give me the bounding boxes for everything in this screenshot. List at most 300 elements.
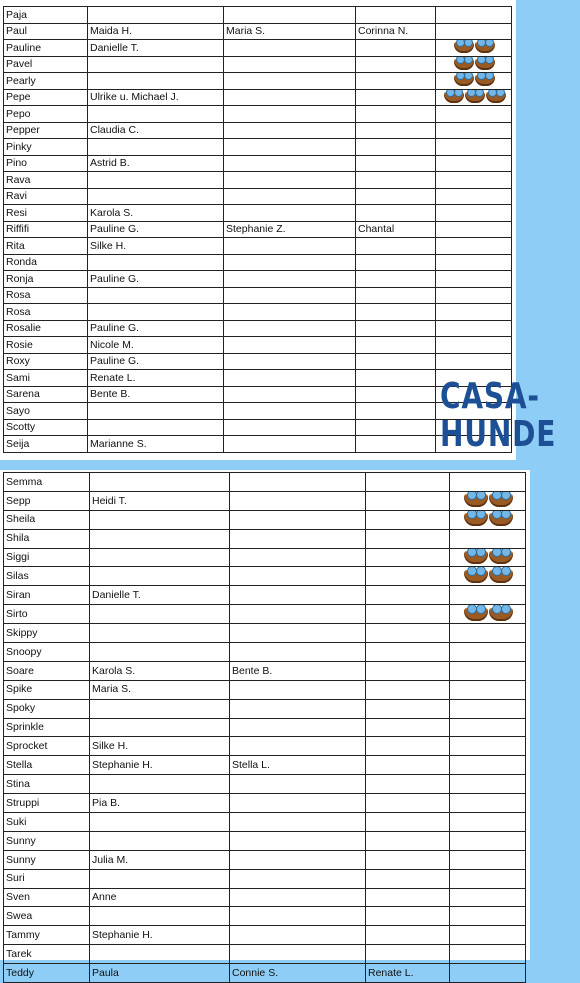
table-row bbox=[4, 756, 526, 775]
sponsor-2-cell bbox=[224, 238, 356, 255]
sponsor-1-cell: Maida H. bbox=[88, 23, 224, 40]
sponsor-1-cell: Silke H. bbox=[90, 737, 230, 756]
sponsor-2-cell bbox=[230, 586, 366, 605]
nest-group bbox=[438, 92, 511, 103]
sponsor-2-cell bbox=[230, 945, 366, 964]
sponsor-2-cell bbox=[224, 106, 356, 123]
nest-cell bbox=[450, 510, 526, 529]
sponsor-table-top bbox=[3, 6, 512, 453]
dog-name-cell: Sheila bbox=[4, 510, 90, 529]
dog-name-cell: Stina bbox=[4, 775, 90, 794]
nest-cell bbox=[436, 106, 512, 123]
nest-cell bbox=[436, 23, 512, 40]
nest-cell bbox=[450, 473, 526, 492]
nest-cell bbox=[436, 205, 512, 222]
nest-group bbox=[452, 551, 525, 564]
sponsor-2-cell bbox=[224, 386, 356, 403]
sponsor-1-cell: Maria S. bbox=[90, 680, 230, 699]
dog-name-cell: Pino bbox=[4, 155, 88, 172]
sponsor-1-cell bbox=[90, 548, 230, 567]
sponsor-3-cell bbox=[366, 491, 450, 510]
nest-icon bbox=[489, 551, 513, 564]
sponsor-2-cell bbox=[230, 926, 366, 945]
sponsor-3-cell bbox=[356, 155, 436, 172]
nest-cell bbox=[436, 155, 512, 172]
sponsor-1-cell bbox=[90, 869, 230, 888]
dog-name-cell: Siggi bbox=[4, 548, 90, 567]
sponsor-2-cell: Maria S. bbox=[224, 23, 356, 40]
dog-name-cell: Sven bbox=[4, 888, 90, 907]
table-row bbox=[4, 23, 512, 40]
nest-cell bbox=[436, 337, 512, 354]
sponsor-2-cell bbox=[230, 813, 366, 832]
sponsor-2-cell bbox=[230, 624, 366, 643]
sponsor-2-cell bbox=[230, 888, 366, 907]
table-row bbox=[4, 737, 526, 756]
sponsor-1-cell bbox=[88, 403, 224, 420]
sponsor-1-cell: Paula bbox=[90, 964, 230, 983]
casa-hunde-logo bbox=[440, 376, 557, 455]
dog-name-cell: Pepo bbox=[4, 106, 88, 123]
sponsor-1-cell bbox=[90, 643, 230, 662]
table-row bbox=[4, 945, 526, 964]
sponsor-2-cell bbox=[224, 172, 356, 189]
nest-cell bbox=[436, 56, 512, 73]
sponsor-1-cell: Pauline G. bbox=[88, 271, 224, 288]
dog-name-cell: Suki bbox=[4, 813, 90, 832]
sponsor-2-cell bbox=[230, 473, 366, 492]
table-row bbox=[4, 370, 512, 387]
sponsor-3-cell bbox=[356, 271, 436, 288]
sponsor-2-cell bbox=[230, 680, 366, 699]
nest-cell bbox=[436, 122, 512, 139]
table-row bbox=[4, 529, 526, 548]
dog-name-cell: Ravi bbox=[4, 188, 88, 205]
nest-cell bbox=[450, 794, 526, 813]
dog-name-cell: Ronja bbox=[4, 271, 88, 288]
dog-name-cell: Soare bbox=[4, 661, 90, 680]
table-row bbox=[4, 139, 512, 156]
sponsor-2-cell bbox=[224, 7, 356, 24]
sponsor-3-cell bbox=[356, 172, 436, 189]
sponsor-3-cell bbox=[356, 56, 436, 73]
table-row bbox=[4, 907, 526, 926]
nest-icon bbox=[489, 513, 513, 526]
dog-name-cell: Pepe bbox=[4, 89, 88, 106]
sponsor-1-cell: Karola S. bbox=[88, 205, 224, 222]
sponsor-1-cell bbox=[90, 775, 230, 794]
dog-name-cell: Teddy bbox=[4, 964, 90, 983]
table-row bbox=[4, 56, 512, 73]
sponsor-1-cell bbox=[90, 529, 230, 548]
sponsor-1-cell bbox=[88, 73, 224, 90]
nest-cell bbox=[436, 221, 512, 238]
nest-cell bbox=[450, 699, 526, 718]
logo-line-1: CASA- bbox=[440, 376, 540, 417]
sponsor-1-cell: Heidi T. bbox=[90, 491, 230, 510]
sponsor-3-cell bbox=[366, 567, 450, 586]
dog-name-cell: Suri bbox=[4, 869, 90, 888]
nest-icon bbox=[454, 59, 474, 70]
sponsor-1-cell bbox=[90, 945, 230, 964]
dog-name-cell: Pinky bbox=[4, 139, 88, 156]
sponsor-3-cell bbox=[366, 473, 450, 492]
nest-cell bbox=[450, 605, 526, 624]
sponsor-2-cell bbox=[224, 271, 356, 288]
table-row bbox=[4, 172, 512, 189]
nest-icon bbox=[464, 551, 488, 564]
sponsor-2-cell: Bente B. bbox=[230, 661, 366, 680]
sponsor-3-cell bbox=[366, 718, 450, 737]
table-row bbox=[4, 567, 526, 586]
nest-cell bbox=[436, 238, 512, 255]
nest-group bbox=[452, 513, 525, 526]
sponsor-2-cell bbox=[230, 831, 366, 850]
dog-name-cell: Riffifi bbox=[4, 221, 88, 238]
sponsor-3-cell bbox=[366, 529, 450, 548]
dog-name-cell: Semma bbox=[4, 473, 90, 492]
sponsor-3-cell bbox=[356, 122, 436, 139]
table-row bbox=[4, 869, 526, 888]
nest-cell bbox=[450, 567, 526, 586]
table-row bbox=[4, 122, 512, 139]
sponsor-1-cell: Pia B. bbox=[90, 794, 230, 813]
nest-cell bbox=[436, 271, 512, 288]
table-row bbox=[4, 205, 512, 222]
nest-icon bbox=[464, 513, 488, 526]
nest-icon bbox=[489, 570, 513, 583]
dog-name-cell: Rita bbox=[4, 238, 88, 255]
sponsor-3-cell: Corinna N. bbox=[356, 23, 436, 40]
sponsor-1-cell bbox=[88, 304, 224, 321]
sponsor-1-cell bbox=[88, 56, 224, 73]
nest-icon bbox=[475, 59, 495, 70]
sponsor-2-cell bbox=[224, 353, 356, 370]
nest-cell bbox=[436, 304, 512, 321]
nest-cell bbox=[450, 831, 526, 850]
nest-cell bbox=[450, 926, 526, 945]
sponsor-1-cell bbox=[90, 473, 230, 492]
dog-name-cell: Sprocket bbox=[4, 737, 90, 756]
sponsor-3-cell bbox=[356, 73, 436, 90]
dog-name-cell: Rosa bbox=[4, 304, 88, 321]
nest-icon bbox=[464, 608, 488, 621]
sponsor-1-cell bbox=[88, 7, 224, 24]
sponsor-1-cell: Nicole M. bbox=[88, 337, 224, 354]
nest-group bbox=[438, 59, 511, 70]
nest-cell bbox=[450, 624, 526, 643]
nest-cell bbox=[450, 964, 526, 983]
table-row bbox=[4, 320, 512, 337]
sponsor-1-cell: Ulrike u. Michael J. bbox=[88, 89, 224, 106]
dog-name-cell: Rosalie bbox=[4, 320, 88, 337]
dog-name-cell: Pauline bbox=[4, 40, 88, 57]
nest-cell bbox=[450, 850, 526, 869]
table-row bbox=[4, 419, 512, 436]
sponsor-2-cell bbox=[224, 254, 356, 271]
dog-name-cell: Swea bbox=[4, 907, 90, 926]
sponsor-1-cell: Bente B. bbox=[88, 386, 224, 403]
table-row bbox=[4, 775, 526, 794]
dog-name-cell: Spoky bbox=[4, 699, 90, 718]
table-row bbox=[4, 624, 526, 643]
table-row bbox=[4, 605, 526, 624]
dog-name-cell: Sprinkle bbox=[4, 718, 90, 737]
dog-name-cell: Pavel bbox=[4, 56, 88, 73]
table-row bbox=[4, 188, 512, 205]
dog-name-cell: Sayo bbox=[4, 403, 88, 420]
sponsor-3-cell bbox=[356, 287, 436, 304]
dog-name-cell: Skippy bbox=[4, 624, 90, 643]
nest-cell bbox=[450, 529, 526, 548]
sponsor-table-bottom bbox=[3, 472, 526, 983]
dog-name-cell: Scotty bbox=[4, 419, 88, 436]
sponsor-3-cell bbox=[356, 139, 436, 156]
sponsor-1-cell: Danielle T. bbox=[88, 40, 224, 57]
nest-group bbox=[452, 570, 525, 583]
nest-group bbox=[452, 494, 525, 507]
sponsor-1-cell bbox=[88, 419, 224, 436]
sponsor-1-cell bbox=[88, 172, 224, 189]
sponsor-3-cell bbox=[366, 813, 450, 832]
dog-name-cell: Siran bbox=[4, 586, 90, 605]
table-row bbox=[4, 850, 526, 869]
nest-cell bbox=[436, 139, 512, 156]
table-row bbox=[4, 386, 512, 403]
sponsor-3-cell bbox=[366, 548, 450, 567]
nest-cell bbox=[436, 172, 512, 189]
sponsor-1-cell: Marianne S. bbox=[88, 436, 224, 453]
sponsor-2-cell bbox=[224, 40, 356, 57]
sponsor-1-cell bbox=[90, 907, 230, 926]
nest-cell bbox=[450, 491, 526, 510]
sponsor-2-cell bbox=[230, 850, 366, 869]
nest-cell bbox=[450, 548, 526, 567]
nest-cell bbox=[450, 718, 526, 737]
table-row bbox=[4, 586, 526, 605]
dog-name-cell: Roxy bbox=[4, 353, 88, 370]
nest-icon bbox=[475, 42, 495, 53]
sponsor-2-cell bbox=[224, 188, 356, 205]
dog-name-cell: Sunny bbox=[4, 850, 90, 869]
nest-cell bbox=[450, 756, 526, 775]
table-row bbox=[4, 699, 526, 718]
sponsor-2-cell bbox=[224, 337, 356, 354]
nest-cell bbox=[450, 737, 526, 756]
sponsor-2-cell bbox=[224, 205, 356, 222]
table-row bbox=[4, 718, 526, 737]
sponsor-3-cell bbox=[366, 831, 450, 850]
nest-icon bbox=[475, 75, 495, 86]
dog-name-cell: Rosie bbox=[4, 337, 88, 354]
sponsor-2-cell bbox=[224, 139, 356, 156]
dog-name-cell: Rava bbox=[4, 172, 88, 189]
table-row bbox=[4, 831, 526, 850]
nest-cell bbox=[436, 40, 512, 57]
sponsor-3-cell bbox=[356, 370, 436, 387]
table-row bbox=[4, 403, 512, 420]
table-row bbox=[4, 106, 512, 123]
dog-name-cell: Tammy bbox=[4, 926, 90, 945]
sponsor-3-cell bbox=[356, 205, 436, 222]
table-row bbox=[4, 643, 526, 662]
table-row bbox=[4, 221, 512, 238]
nest-cell bbox=[450, 907, 526, 926]
sponsor-3-cell bbox=[366, 945, 450, 964]
nest-icon bbox=[489, 494, 513, 507]
dog-name-cell: Silas bbox=[4, 567, 90, 586]
sponsor-1-cell bbox=[88, 139, 224, 156]
nest-cell bbox=[450, 813, 526, 832]
dog-name-cell: Sepp bbox=[4, 491, 90, 510]
sponsor-2-cell bbox=[230, 794, 366, 813]
table-row bbox=[4, 661, 526, 680]
dog-name-cell: Pearly bbox=[4, 73, 88, 90]
nest-icon bbox=[464, 570, 488, 583]
sponsor-1-cell bbox=[90, 624, 230, 643]
table-row bbox=[4, 337, 512, 354]
sponsor-2-cell bbox=[224, 304, 356, 321]
sponsor-2-cell bbox=[230, 605, 366, 624]
sponsor-2-cell: Connie S. bbox=[230, 964, 366, 983]
nest-icon bbox=[454, 42, 474, 53]
sponsor-3-cell bbox=[366, 850, 450, 869]
nest-icon bbox=[489, 608, 513, 621]
sponsor-3-cell bbox=[366, 586, 450, 605]
table-row bbox=[4, 548, 526, 567]
sponsor-2-cell bbox=[230, 699, 366, 718]
sponsor-3-cell bbox=[356, 320, 436, 337]
sponsor-1-cell: Julia M. bbox=[90, 850, 230, 869]
logo-line-2: HUNDE bbox=[440, 414, 557, 455]
table-row bbox=[4, 271, 512, 288]
sponsor-2-cell bbox=[224, 287, 356, 304]
dog-name-cell: Struppi bbox=[4, 794, 90, 813]
dog-name-cell: Seija bbox=[4, 436, 88, 453]
sponsor-3-cell bbox=[356, 304, 436, 321]
sponsor-2-cell: Stella L. bbox=[230, 756, 366, 775]
sponsor-2-cell bbox=[224, 320, 356, 337]
sponsor-2-cell bbox=[224, 419, 356, 436]
table-row bbox=[4, 794, 526, 813]
table-row bbox=[4, 436, 512, 453]
sponsor-3-cell bbox=[356, 353, 436, 370]
sponsor-1-cell bbox=[88, 254, 224, 271]
sponsor-2-cell: Stephanie Z. bbox=[224, 221, 356, 238]
table-row bbox=[4, 287, 512, 304]
sponsor-3-cell bbox=[356, 337, 436, 354]
table-row bbox=[4, 353, 512, 370]
sponsor-2-cell bbox=[230, 510, 366, 529]
sponsor-2-cell bbox=[230, 567, 366, 586]
sponsor-1-cell: Pauline G. bbox=[88, 221, 224, 238]
sponsor-3-cell bbox=[356, 89, 436, 106]
dog-name-cell: Sunny bbox=[4, 831, 90, 850]
sponsor-2-cell bbox=[230, 491, 366, 510]
nest-group bbox=[438, 75, 511, 86]
sponsor-1-cell: Anne bbox=[90, 888, 230, 907]
sponsor-1-cell bbox=[88, 287, 224, 304]
sponsor-3-cell bbox=[356, 436, 436, 453]
dog-name-cell: Stella bbox=[4, 756, 90, 775]
nest-cell bbox=[436, 353, 512, 370]
sponsor-3-cell bbox=[356, 254, 436, 271]
nest-icon bbox=[444, 92, 464, 103]
sponsor-3-cell: Chantal bbox=[356, 221, 436, 238]
sponsor-1-cell: Stephanie H. bbox=[90, 926, 230, 945]
sponsor-1-cell bbox=[90, 718, 230, 737]
nest-cell bbox=[436, 89, 512, 106]
dog-name-cell: Pepper bbox=[4, 122, 88, 139]
sponsor-3-cell bbox=[366, 661, 450, 680]
dog-name-cell: Snoopy bbox=[4, 643, 90, 662]
table-row bbox=[4, 155, 512, 172]
sponsor-3-cell bbox=[366, 737, 450, 756]
sponsor-3-cell bbox=[366, 926, 450, 945]
table-row bbox=[4, 89, 512, 106]
sponsor-2-cell bbox=[224, 73, 356, 90]
sponsor-3-cell bbox=[366, 794, 450, 813]
sponsor-3-cell bbox=[356, 7, 436, 24]
sponsor-1-cell bbox=[90, 605, 230, 624]
nest-cell bbox=[436, 254, 512, 271]
sponsor-2-cell bbox=[230, 775, 366, 794]
nest-icon bbox=[454, 75, 474, 86]
dog-name-cell: Tarek bbox=[4, 945, 90, 964]
nest-cell bbox=[450, 869, 526, 888]
dog-name-cell: Spike bbox=[4, 680, 90, 699]
sponsor-2-cell bbox=[224, 436, 356, 453]
dog-name-cell: Ronda bbox=[4, 254, 88, 271]
sponsor-2-cell bbox=[230, 869, 366, 888]
sponsor-3-cell bbox=[366, 605, 450, 624]
sponsor-3-cell bbox=[356, 419, 436, 436]
nest-cell bbox=[436, 7, 512, 24]
sponsor-3-cell bbox=[356, 106, 436, 123]
dog-name-cell: Sirto bbox=[4, 605, 90, 624]
nest-cell bbox=[450, 586, 526, 605]
sponsor-2-cell bbox=[224, 370, 356, 387]
sponsor-3-cell bbox=[356, 188, 436, 205]
sponsor-3-cell bbox=[366, 775, 450, 794]
sponsor-1-cell: Pauline G. bbox=[88, 320, 224, 337]
sponsor-1-cell bbox=[90, 567, 230, 586]
sponsor-2-cell bbox=[224, 89, 356, 106]
sponsor-3-cell bbox=[356, 238, 436, 255]
sponsor-2-cell bbox=[224, 122, 356, 139]
nest-cell bbox=[450, 661, 526, 680]
sponsor-3-cell bbox=[366, 510, 450, 529]
nest-cell bbox=[436, 320, 512, 337]
sponsor-3-cell bbox=[366, 756, 450, 775]
nest-cell bbox=[436, 188, 512, 205]
sponsor-3-cell bbox=[356, 403, 436, 420]
nest-cell bbox=[450, 888, 526, 907]
sponsor-1-cell bbox=[90, 831, 230, 850]
table-row bbox=[4, 510, 526, 529]
nest-icon bbox=[464, 494, 488, 507]
sponsor-2-cell bbox=[230, 548, 366, 567]
table-row bbox=[4, 680, 526, 699]
table-row bbox=[4, 254, 512, 271]
sponsor-3-cell bbox=[366, 624, 450, 643]
dog-name-cell: Paul bbox=[4, 23, 88, 40]
sponsor-2-cell bbox=[230, 737, 366, 756]
sponsor-2-cell bbox=[224, 56, 356, 73]
sponsor-1-cell: Danielle T. bbox=[90, 586, 230, 605]
sponsor-1-cell: Claudia C. bbox=[88, 122, 224, 139]
sponsor-1-cell: Pauline G. bbox=[88, 353, 224, 370]
